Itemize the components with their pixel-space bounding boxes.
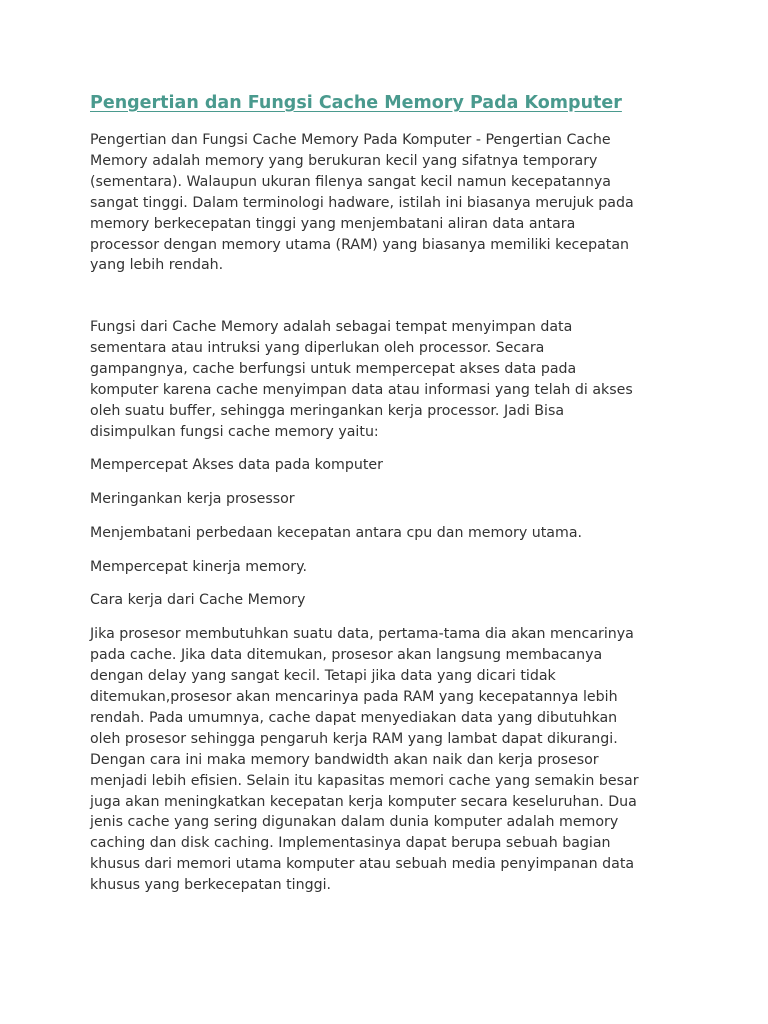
point-item — [90, 523, 690, 544]
point-text: Cara kerja dari Cache Memory — [90, 592, 306, 609]
text-line: juga akan meningkatkan kecepatan kerja komputer secara keseluruhan. Dua — [90, 793, 637, 810]
text-line: komputer karena cache menyimpan data atau informasi yang telah di akses — [90, 382, 633, 399]
text-line: (sementara). Walaupun ukuran filenya sangat kecil namun kecepatannya — [90, 173, 611, 190]
text-line: Dengan cara ini maka memory bandwidth akan naik dan kerja prosesor — [90, 751, 599, 768]
text-line: Pengertian dan Fungsi Cache Memory Pada Komputer - Pengertian Cache — [90, 132, 611, 148]
document-page — [90, 88, 690, 896]
point-item — [90, 557, 690, 578]
text-line: oleh suatu buffer, sehingga meringankan kerja processor. Jadi Bisa — [90, 402, 565, 419]
point-text: Mempercepat kinerja memory. — [90, 558, 307, 575]
text-line: Memory adalah memory yang berukuran kecil yang sifatnya temporary — [90, 152, 598, 169]
text-line: gampangnya, cache berfungsi untuk mempercepat akses data pada — [90, 361, 577, 378]
text-line: sementara atau intruksi yang diperlukan oleh processor. Secara — [90, 340, 545, 357]
paragraph-definition — [90, 130, 690, 276]
paragraph-function — [90, 317, 690, 442]
text-line: pada cache. Jika data ditemukan, prosesor akan langsung membacanya — [90, 647, 603, 664]
text-line: Fungsi dari Cache Memory adalah sebagai tempat menyimpan data — [90, 319, 573, 336]
text-line: sangat tinggi. Dalam terminologi hadware, istilah ini biasanya merujuk pada — [90, 194, 634, 211]
point-item — [90, 489, 690, 510]
text-line: memory berkecepatan tinggi yang menjembatani aliran data antara — [90, 215, 576, 232]
text-line: disimpulkan fungsi cache memory yaitu: — [90, 423, 379, 440]
section-heading — [90, 590, 690, 611]
text-line: rendah. Pada umumnya, cache dapat menyediakan data yang dibutuhkan — [90, 709, 618, 726]
paragraph-how-it-works — [90, 624, 690, 896]
text-line: yang lebih rendah. — [90, 257, 224, 274]
point-text: Mempercepat Akses data pada komputer — [90, 456, 383, 473]
text-line: caching dan disk caching. Implementasinya dapat berupa sebuah bagian — [90, 835, 611, 852]
text-line: Jika prosesor membutuhkan suatu data, pertama-tama dia akan mencarinya — [90, 626, 634, 643]
text-line: ditemukan,prosesor akan mencarinya pada RAM yang kecepatannya lebih — [90, 689, 618, 706]
point-item — [90, 455, 690, 476]
text-line: khusus dari memori utama komputer atau sebuah media penyimpanan data — [90, 856, 635, 873]
text-line: processor dengan memory utama (RAM) yang biasanya memiliki kecepatan — [90, 236, 630, 253]
point-text: Meringankan kerja prosessor — [90, 490, 295, 507]
text-line: dengan delay yang sangat kecil. Tetapi jika data yang dicari tidak — [90, 668, 556, 685]
text-line: oleh prosesor sehingga pengaruh kerja RAM yang lambat dapat dikurangi. — [90, 730, 618, 747]
text-line: khusus yang berkecepatan tinggi. — [90, 877, 332, 894]
point-text: Menjembatani perbedaan kecepatan antara cpu dan memory utama. — [90, 524, 583, 541]
text-line: jenis cache yang sering digunakan dalam dunia komputer adalah memory — [90, 814, 619, 831]
text-line: menjadi lebih efisien. Selain itu kapasitas memori cache yang semakin besar — [90, 772, 639, 789]
document-title-link[interactable]: Pengertian dan Fungsi Cache Memory Pada Komputer — [90, 93, 622, 113]
